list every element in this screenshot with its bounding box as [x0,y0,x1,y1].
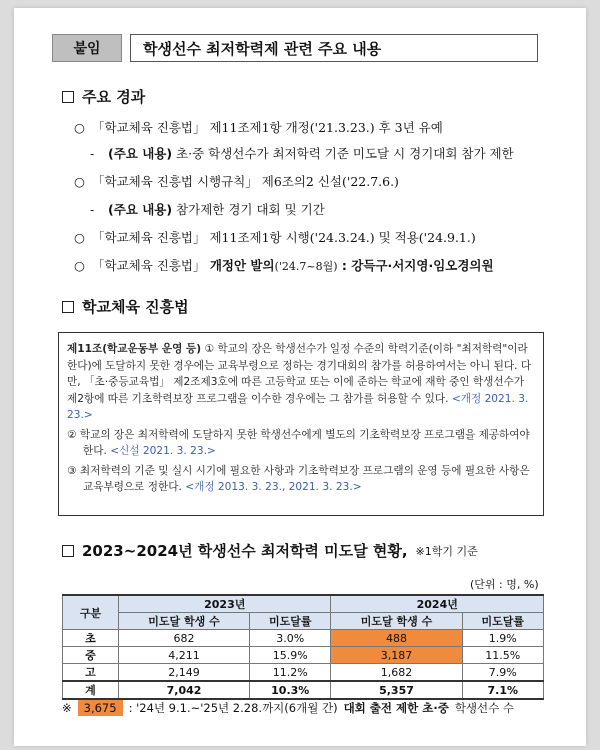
section-heading-text: 학교체육 진흥법 [82,298,189,316]
year-header: 2023년 [119,595,331,613]
item-text: ('24.7~8월) [274,260,338,273]
attachment-tag: 붙임 [52,34,122,62]
row-label: 계 [63,681,119,699]
footnote-bold: 대회 출전 제한 초·중 [343,701,449,715]
unit-label: (단위 : 명, %) [470,578,539,591]
table-cell: 682 [119,630,250,647]
checkbox-square-icon [62,545,74,557]
table-cell: 11.2% [250,664,331,682]
subcol-header: 미도달 학생 수 [331,613,462,630]
table-subheader-row [63,613,544,630]
row-label: 초 [63,630,119,647]
amendment-note: <개정 2021. 3. 23.> [67,392,529,421]
table-total-row [63,681,544,699]
table-cell: 5,357 [331,681,462,699]
table-cell: 11.5% [462,647,544,664]
row-label: 고 [63,664,119,682]
paragraph-text: ② 학교의 장은 최저학력에 도달하지 못한 학생선수에게 별도의 기초학력보장 프로그램을 제공하여야 한다. [67,428,530,457]
highlighted-cell: 3,187 [331,647,462,664]
item-text: 「학교체육 진흥법」 제11조제1항 시행('24.3.24.) 및 적용('24.9.1.) [92,230,476,245]
item-bold: : 강득구·서지영·임오경의원 [337,258,494,273]
paragraph-text: ① 학교의 장은 학생선수가 일정 수준의 학력기준(이하 "최저학력"이라 한다)에 도달하지 못한 경우에는 교육부령으로 정하는 경기대회의 참가를 허용하여서는 아니 된다. 다만, 「초·중등교육법」 제2조제3호에 따른 고등학교 또는 이에 준하는 학교에 재학 중인 학생선수가 제2항에 따른 기초학력보장 프로그램을 이수한 경우에는 그 참가를 허용할 수 있다. [67,343,532,405]
checkbox-square-icon [62,301,74,313]
table-cell: 15.9% [250,647,331,664]
section-heading-text: 2023~2024년 학생선수 최저학력 미도달 현황, [82,542,408,560]
section-heading-status [62,540,478,561]
article-title: 제11조(학교운동부 운영 등) [67,343,202,355]
heading-note: ※1학기 기준 [415,544,478,558]
progress-item [74,118,443,136]
section-heading-progress [62,86,145,107]
progress-item [74,228,476,246]
table-row [63,647,544,664]
table-header-row [63,595,544,613]
progress-item [74,256,494,274]
progress-item [74,172,399,190]
item-text: 「학교체육 진흥법」 [92,258,206,273]
table-cell: 7,042 [119,681,250,699]
highlighted-value: 3,675 [78,700,123,716]
footnote-text: 학생선수 수 [454,701,515,715]
progress-subitem [90,144,514,162]
subcol-header: 미도달률 [250,613,331,630]
table-row [63,630,544,647]
item-text: 참가제한 경기 대회 및 기간 [172,202,325,217]
law-paragraph-1 [67,341,535,424]
footnote [62,700,514,716]
law-paragraph-2 [67,427,535,460]
subcol-header: 미도달률 [462,613,544,630]
circle-bullet-icon: ○ [74,258,85,273]
subcol-header: 미도달 학생 수 [119,613,250,630]
status-table [62,594,544,700]
dash-bullet-icon: - [90,146,95,161]
paragraph-text: ③ 최저학력의 기준 및 실시 시기에 필요한 사항과 기초학력보장 프로그램의 운영 등에 필요한 사항은 교육부령으로 정한다. [67,464,530,493]
table-cell: 4,211 [119,647,250,664]
progress-subitem [90,200,325,218]
section-heading-text: 주요 경과 [82,88,146,106]
year-header: 2024년 [331,595,544,613]
highlighted-cell: 488 [331,630,462,647]
section-heading-law [62,296,189,317]
item-bold: (주요 내용) [108,202,173,217]
dash-bullet-icon: - [90,202,95,217]
footnote-text: : '24년 9.1.~'25년 2.28.까지(6개월 간) [128,701,338,715]
table-cell: 2,149 [119,664,250,682]
law-text-box [58,332,544,516]
table-cell: 7.9% [462,664,544,682]
circle-bullet-icon: ○ [74,174,85,189]
item-text: 「학교체육 진흥법 시행규칙」 제6조의2 신설('22.7.6.) [92,174,399,189]
item-bold: (주요 내용) [108,146,173,161]
item-text: 「학교체육 진흥법」 제11조제1항 개정('21.3.23.) 후 3년 유예 [92,120,443,135]
col-group-header: 구분 [63,595,119,630]
row-label: 중 [63,647,119,664]
circle-bullet-icon: ○ [74,120,85,135]
checkbox-square-icon [62,91,74,103]
document-title: 학생선수 최저학력제 관련 주요 내용 [130,34,538,62]
note-mark: ※ [62,701,72,715]
table-cell: 7.1% [462,681,544,699]
table-row [63,664,544,682]
table-cell: 1.9% [462,630,544,647]
amendment-note: <신설 2021. 3. 23.> [110,445,216,457]
circle-bullet-icon: ○ [74,230,85,245]
table-cell: 1,682 [331,664,462,682]
law-paragraph-3 [67,463,535,496]
table-cell: 3.0% [250,630,331,647]
table-cell: 10.3% [250,681,331,699]
item-bold: 개정안 발의 [205,258,275,273]
item-text: 초·중 학생선수가 최저학력 기준 미도달 시 경기대회 참가 제한 [172,146,514,161]
amendment-note: <개정 2013. 3. 23., 2021. 3. 23.> [185,481,362,493]
